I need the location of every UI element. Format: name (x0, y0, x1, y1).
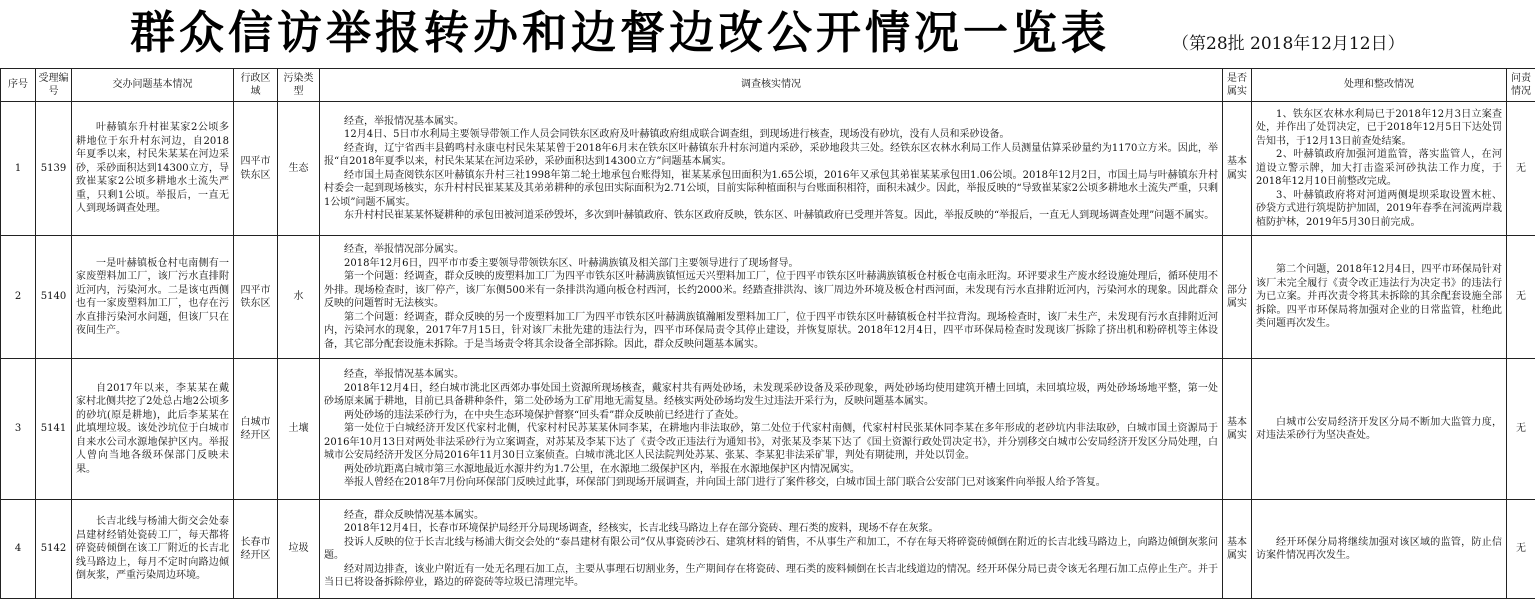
detail-paragraph: 经市国土局查阅铁东区叶赫镇东升村三社1998年第二轮土地承包台账得知，崔某某承包田面积为1.65公顷，2016年又承包其弟崔某某承包田1.06公顷。2018年12月2日，市国土局与叶赫镇东升村村委会一起到现场核实，东升村村民崔某某及其弟弟耕种的承包田实际面积为2.71公顷，目前实际种植面积与台账面积相符，面积未减少。因此，举报反映的“导致崔某家2公顷多耕地水土流失严重，只剩1公顷”问题不属实。 (324, 169, 1218, 208)
row-region: 四平市铁东区 (234, 236, 278, 359)
process-paragraph: 1、铁东区农林水利局已于2018年12月3日立案查处，并作出了处罚决定，已于2018年12月5日下达处罚告知书，于12月13日前查处结案。 (1256, 108, 1502, 147)
detail-paragraph: 经查，举报情况部分属实。 (344, 244, 464, 255)
detail-paragraph: 两处砂坑距离白城市第三水源地最近水源井约为1.7公里，在水源地二级保护区内，举报在水源地保护区内情况属实。 (344, 463, 860, 475)
row-type: 垃圾 (278, 500, 320, 599)
row-detail (320, 236, 1223, 359)
row-verified: 基本属实 (1223, 359, 1252, 500)
detail-paragraph: 举报人曾经在2018年7月份向环保部门反映过此事，环保部门到现场开展调查，并向国土部门进行了案件移交，白城市国土部门联合公安部门已对该案件向举报人给予答复。 (344, 477, 1106, 489)
row-type: 水 (278, 236, 320, 359)
detail-paragraph: 经对周边排查，该业户附近有一处无名理石加工点，主要从事理石切割业务，生产期间存在将瓷砖、理石类的废料倾倒在长吉北线道边的情况。经开环保分局已责令该无名理石加工点停止生产。并于当日已将设备拆除停业，路边的碎瓷砖等垃圾已清理完毕。 (324, 563, 1218, 588)
document-header (0, 0, 1535, 68)
detail-paragraph: 12月4日、5日市水利局主要领导带领工作人员会同铁东区政府及叶赫镇政府组成联合调查组，到现场进行核查，现场没有砂坑，没有人员和采砂设备。 (344, 129, 1010, 140)
col-header-detail: 调查核实情况 (320, 69, 1223, 102)
row-summary: 自2017年以来，李某某在戴家村北侧共挖了2处总占地2公顷多的砂坑(原是耕地)，此后李某某在此填埋垃圾。该处沙坑位于白城市自来水公司水源地保护区内。举报人曾向当地各级环保部门反映未果。 (72, 359, 234, 500)
detail-paragraph: 经查询，辽宁省西丰县鹤鸣村永康屯村民朱某某曾于2018年6月末在铁东区叶赫镇东升村东河道内采砂，采砂地段共三处。经铁东区农林水利局工作人员测量估算采砂量约为1170立方米。因此，举报“自2018年夏季以来，村民朱某某在河边采砂，采砂面积达到14300立方”问题基本属实。 (324, 142, 1218, 167)
detail-paragraph: 两处砂场的违法采砂行为，在中央生态环境保护督察“回头看”群众反映前已经进行了查处。 (344, 409, 745, 421)
table-header-row (1, 69, 1535, 102)
col-header-verified: 是否属实 (1223, 69, 1252, 102)
document-title: 群众信访举报转办和边督边改公开情况一览表 (130, 6, 1111, 59)
row-id: 5142 (36, 500, 72, 599)
col-header-type: 污染类型 (278, 69, 320, 102)
row-detail (320, 359, 1223, 500)
row-process (1252, 236, 1507, 359)
col-header-id: 受理编号 (36, 69, 72, 102)
row-id: 5141 (36, 359, 72, 500)
col-header-region: 行政区域 (234, 69, 278, 102)
col-header-no: 序号 (1, 69, 36, 102)
row-process (1252, 500, 1507, 599)
row-id: 5139 (36, 102, 72, 236)
table-row (1, 236, 1535, 359)
row-detail (320, 102, 1223, 236)
process-paragraph: 2、叶赫镇政府加强河道监管，落实监管人，在河道设立警示牌，加大打击盗采河砂执法工作力度，于2018年12月10日前整改完成。 (1256, 149, 1502, 188)
detail-paragraph: 第一处位于白城经济开发区代家村北侧，代家村村民苏某某休同李某，在耕地内非法取砂，第二处位于代家村南侧，代家村村民张某休同李某在多年形成的老砂坑内非法取砂，白城市国土资源局于2016年10月13日对两处非法采砂行为立案调查，对苏某及李某下达了《责令改正违法行为通知书》，对张某及李某下达了《国土资源行政处罚决定书》，并分别移交白城市公安局经济开发区分局处理，白城市公安局经济开发区分局2016年11月30日立案侦查。白城市洮北区人民法院判处苏某、张某、李某犯非法采矿罪，判处有期徒刑，并处以罚金。 (324, 423, 1218, 462)
detail-paragraph: 东升村村民崔某某怀疑耕种的承包田被河道采砂毁坏，多次到叶赫镇政府、铁东区政府反映，铁东区、叶赫镇政府已受理并答复。因此，举报反映的“举报后，一直无人到现场调查处理”问题不属实。 (344, 210, 1215, 221)
detail-paragraph: 2018年12月4日，经白城市洮北区西郊办事处国土资源所现场核查，戴家村共有两处砂场，未发现采砂设备及采砂现象，两处砂场均使用建筑开槽土回填，未回填垃圾，两处砂场场地平整，第一处砂场原来属于耕地，目前已具备耕种条件，第二处砂场为工矿用地无需复垦。经核实两处砂场均发生过违法开采行为，反映问题基本属实。 (324, 382, 1218, 408)
row-id: 5140 (36, 236, 72, 359)
row-type: 生态 (278, 102, 320, 236)
process-paragraph: 第二个问题，2018年12月4日，四平市环保局针对该厂未完全履行《责令改正违法行为决定书》的违法行为已立案。并再次责令将其未拆除的其余配套设施全部拆除。四平市环保局将加强对企业的日常监管，杜绝此类问题再次发生。 (1256, 264, 1502, 330)
process-paragraph: 白城市公安局经济开发区分局不断加大监管力度，对违法采砂行为坚决查处。 (1256, 416, 1502, 441)
process-paragraph: 3、叶赫镇政府将对河道两侧堤坝采取设置木桩、砂袋方式进行筑堤防护加固，2019年春季在河流两岸栽植防护林，2019年5月30日前完成。 (1256, 189, 1502, 228)
row-region: 长春市经开区 (234, 500, 278, 599)
row-verified: 部分属实 (1223, 236, 1252, 359)
detail-paragraph: 2018年12月6日，四平市市委主要领导带领铁东区、叶赫满族镇及相关部门主要领导进行了现场督导。 (344, 257, 799, 269)
process-paragraph: 经开环保分局将继续加强对该区域的监管，防止信访案件情况再次发生。 (1256, 536, 1502, 561)
row-region: 四平市铁东区 (234, 102, 278, 236)
row-process (1252, 102, 1507, 236)
batch-date-subtitle: （第28批 2018年12月12日） (1172, 34, 1405, 54)
row-accountability: 无 (1507, 500, 1535, 599)
col-header-summary: 交办问题基本情况 (72, 69, 234, 102)
row-no: 2 (1, 236, 36, 359)
complaints-table (0, 68, 1535, 599)
row-no: 4 (1, 500, 36, 599)
col-header-accountability: 问责情况 (1507, 69, 1535, 102)
detail-paragraph: 经查，举报情况基本属实。 (344, 369, 464, 381)
row-type: 土壤 (278, 359, 320, 500)
table-row (1, 102, 1535, 236)
detail-paragraph: 2018年12月4日，长春市环境保护局经开分局现场调查，经核实，长吉北线马路边上存在部分瓷砖、理石类的废料，现场不存在灰浆。 (344, 523, 939, 534)
detail-paragraph: 经查，举报情况基本属实。 (344, 115, 464, 127)
col-header-process: 处理和整改情况 (1252, 69, 1507, 102)
row-verified: 基本属实 (1223, 102, 1252, 236)
row-no: 1 (1, 102, 36, 236)
row-region: 白城市经开区 (234, 359, 278, 500)
row-accountability: 无 (1507, 359, 1535, 500)
row-no: 3 (1, 359, 36, 500)
row-verified: 基本属实 (1223, 500, 1252, 599)
row-accountability: 无 (1507, 102, 1535, 236)
detail-paragraph: 第二个问题：经调查，群众反映的另一个废塑料加工厂为四平市铁东区叶赫满族镇瀚厢发塑料加工厂，位于四平市铁东区叶赫镇板仓村半拉背沟。现场检查时，该厂未生产，未发现有污水直排附近河内，污染河水的现象，2017年7月15日，针对该厂未批先建的违法行为，四平市环保局责令其停止建设，并恢复原状。2018年12月4日，四平市环保局检查时发现该厂拆除了挤出机和粉碎机等主体设备，其它部分配套设施未拆除。于是当场责令将其余设备全部拆除。因此，群众反映问题基本属实。 (324, 311, 1218, 350)
row-process (1252, 359, 1507, 500)
table-row (1, 500, 1535, 599)
row-accountability: 无 (1507, 236, 1535, 359)
table-row (1, 359, 1535, 500)
detail-paragraph: 经查，群众反映情况基本属实。 (344, 509, 484, 521)
row-summary: 叶赫镇东升村崔某家2公顷多耕地位于东升村东河边，自2018年夏季以来，村民朱某某在河边采砂，采砂面积达到14300立方，导致崔某家2公顷多耕地水土流失严重，只剩1公顷。举报后，一直无人到现场调查处理。 (72, 102, 234, 236)
row-summary: 长吉北线与杨浦大街交会处泰昌建材经销处瓷砖工厂，每天都将碎瓷砖倾倒在该工厂附近的长吉北线马路边上，每月不定时向路边倾倒灰浆，严重污染周边环境。 (72, 500, 234, 599)
row-summary: 一是叶赫镇板仓村屯南侧有一家废塑料加工厂，该厂污水直排附近河内，污染河水。二是该屯西侧也有一家废塑料加工厂，也存在污水直排污染河水问题，但该厂只在夜间生产。 (72, 236, 234, 359)
detail-paragraph: 第一个问题：经调查，群众反映的废塑料加工厂为四平市铁东区叶赫满族镇恒远天兴塑料加工厂，位于四平市铁东区叶赫满族镇板仓村板仓屯南永旺沟。环评要求生产废水经设施处理后，循环使用不外排。现场检查时，该厂停产，该厂东侧500米有一条排洪沟通向板仓村西河，长约2000米。经踏查排洪沟、该厂周边外环境及板仓村西河面，未发现有污水直排附近河内，污染河水的现象。因此群众反映的问题暂时无法核实。 (324, 271, 1218, 309)
row-detail (320, 500, 1223, 599)
detail-paragraph: 投诉人反映的位于长吉北线与杨浦大街交会处的“泰昌建材有限公司”仅从事瓷砖沙石、建筑材料的销售，不从事生产和加工，不存在每天将碎瓷砖倾倒在附近的长吉北线马路边上，向路边倾倒灰浆问题。 (324, 536, 1218, 561)
